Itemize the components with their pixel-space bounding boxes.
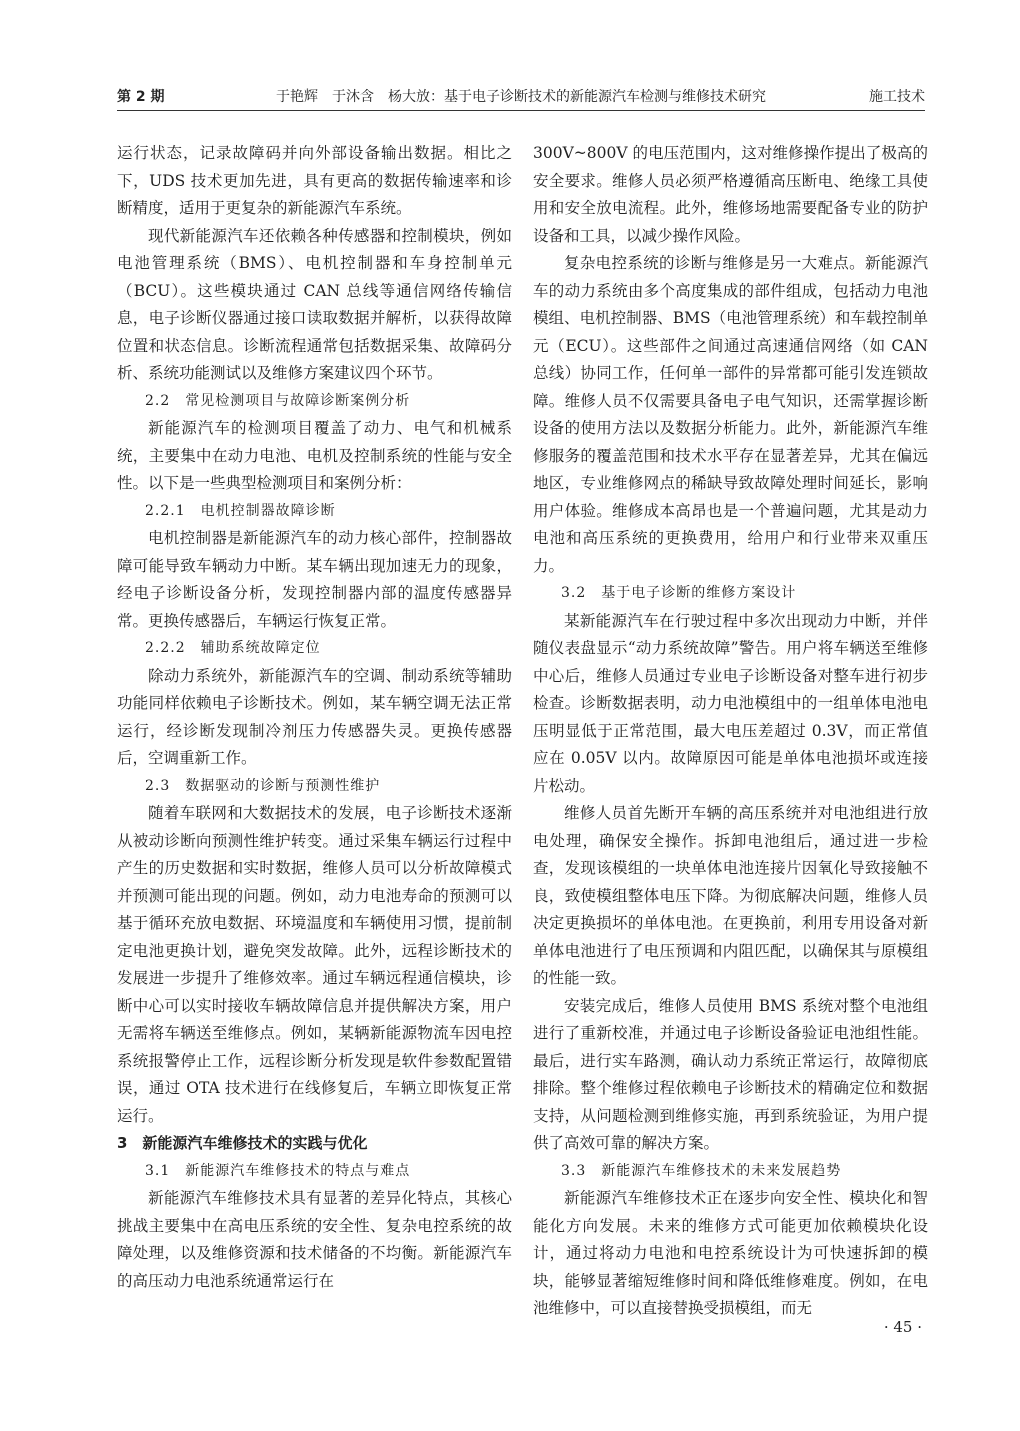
body-paragraph: 300V~800V 的电压范围内，这对维修操作提出了极高的安全要求。维修人员必须严格遵循高压断电、绝缘工具使用和安全放电流程。此外，维修场地需要配备专业的防护设备和工具，以减少操作风险。 bbox=[533, 144, 928, 245]
body-paragraph: 现代新能源汽车还依赖各种传感器和控制模块，例如电池管理系统（BMS）、电机控制器和车身控制单元（BCU）。这些模块通过 CAN 总线等通信网络传输信息，电子诊断仪器通过接口读取数据并解析，以获得故障位置和状态信息。诊断流程通常包括数据采集、故障码分析、系统功能测试以及维修方案建议四个环节。 bbox=[117, 226, 512, 382]
body-paragraph: 某新能源汽车在行驶过程中多次出现动力中断，并伴随仪表盘显示“动力系统故障”警告。用户将车辆送至维修中心后，维修人员通过专业电子诊断设备对整车进行初步检查。诊断数据表明，动力电池模组中的一组单体电池电压明显低于正常范围，最大电压差超过 0.3V，而正常值应在 0.05V 以内。故障原因可能是单体电池损坏或连接片松动。 bbox=[533, 611, 928, 795]
issue-number: 第 2 期 bbox=[117, 89, 165, 105]
subsection-heading: 3.3 新能源汽车维修技术的未来发展趋势 bbox=[561, 1162, 842, 1179]
page-number: · 45 · bbox=[883, 1318, 922, 1336]
subsection-heading: 2.2.1 电机控制器故障诊断 bbox=[145, 502, 336, 519]
body-paragraph: 新能源汽车维修技术正在逐步向安全性、模块化和智能化方向发展。未来的维修方式可能更加依赖模块化设计，通过将动力电池和电控系统设计为可快速拆卸的模块，能够显著缩短维修时间和降低维修难度。例如，在电池维修中，可以直接替换受损模组，而无 bbox=[533, 1189, 928, 1317]
journal-name: 施工技术 bbox=[869, 89, 925, 105]
authors-title: 于艳辉 于沐含 杨大放：基于电子诊断技术的新能源汽车检测与维修技术研究 bbox=[276, 89, 766, 105]
subsection-heading: 3.1 新能源汽车维修技术的特点与难点 bbox=[145, 1162, 411, 1179]
left-column bbox=[117, 140, 512, 1295]
right-column bbox=[533, 140, 928, 1323]
body-paragraph: 随着车联网和大数据技术的发展，电子诊断技术逐渐从被动诊断向预测性维护转变。通过采集车辆运行过程中产生的历史数据和实时数据，维修人员可以分析故障模式并预测可能出现的问题。例如，动力电池寿命的预测可以基于循环充放电数据、环境温度和车辆使用习惯，提前制定电池更换计划，避免突发故障。此外，远程诊断技术的发展进一步提升了维修效率。通过车辆远程通信模块，诊断中心可以实时接收车辆故障信息并提供解决方案，用户无需将车辆送至维修点。例如，某辆新能源物流车因电控系统报警停止工作，远程诊断分析发现是软件参数配置错误，通过 OTA 技术进行在线修复后，车辆立即恢复正常运行。 bbox=[117, 804, 512, 1125]
body-paragraph: 新能源汽车的检测项目覆盖了动力、电气和机械系统，主要集中在动力电池、电机及控制系统的性能与安全性。以下是一些典型检测项目和案例分析： bbox=[117, 419, 512, 492]
body-paragraph: 维修人员首先断开车辆的高压系统并对电池组进行放电处理，确保安全操作。拆卸电池组后，通过进一步检查，发现该模组的一块单体电池连接片因氧化导致接触不良，致使模组整体电压下降。为彻底解决问题，维修人员决定更换损坏的单体电池。在更换前，利用专用设备对新单体电池进行了电压预调和内阻匹配，以确保其与原模组的性能一致。 bbox=[533, 804, 928, 987]
subsection-heading: 3.2 基于电子诊断的维修方案设计 bbox=[561, 585, 797, 601]
body-paragraph: 复杂电控系统的诊断与维修是另一大难点。新能源汽车的动力系统由多个高度集成的部件组成，包括动力电池模组、电机控制器、BMS（电池管理系统）和车载控制单元（ECU）。这些部件之间通过高速通信网络（如 CAN 总线）协同工作，任何单一部件的异常都可能引发连锁故障。维修人员不仅需要具备电子电气知识，还需掌握诊断设备的使用方法以及数据分析能力。此外，新能源汽车维修服务的覆盖范围和技术水平存在显著差异，尤其在偏远地区，专业维修网点的稀缺导致故障处理时间延长，影响用户体验。维修成本高昂也是一个普遍问题，尤其是动力电池和高压系统的更换费用，给用户和行业带来双重压力。 bbox=[533, 254, 928, 575]
body-paragraph: 安装完成后，维修人员使用 BMS 系统对整个电池组进行了重新校准，并通过电子诊断设备验证电池组性能。最后，进行实车路测，确认动力系统正常运行，故障彻底排除。整个维修过程依赖电子诊断技术的精确定位和数据支持，从问题检测到维修实施，再到系统验证，为用户提供了高效可靠的解决方案。 bbox=[533, 996, 928, 1152]
subsection-heading: 2.3 数据驱动的诊断与预测性维护 bbox=[145, 777, 381, 794]
body-paragraph: 电机控制器是新能源汽车的动力核心部件，控制器故障可能导致车辆动力中断。某车辆出现加速无力的现象，经电子诊断设备分析，发现控制器内部的温度传感器异常。更换传感器后，车辆运行恢复正常。 bbox=[117, 529, 512, 630]
subsection-heading: 2.2 常见检测项目与故障诊断案例分析 bbox=[145, 392, 411, 409]
body-paragraph: 新能源汽车维修技术具有显著的差异化特点，其核心挑战主要集中在高电压系统的安全性、复杂电控系统的故障处理，以及维修资源和技术储备的不均衡。新能源汽车的高压动力电池系统通常运行在 bbox=[117, 1189, 512, 1290]
body-paragraph: 运行状态，记录故障码并向外部设备输出数据。相比之下，UDS 技术更加先进，具有更高的数据传输速率和诊断精度，适用于更复杂的新能源汽车系统。 bbox=[117, 144, 512, 217]
body-paragraph: 除动力系统外，新能源汽车的空调、制动系统等辅助功能同样依赖电子诊断技术。例如，某车辆空调无法正常运行，经诊断发现制冷剂压力传感器失灵。更换传感器后，空调重新工作。 bbox=[117, 666, 512, 767]
running-header bbox=[117, 80, 925, 111]
section-heading: 3 新能源汽车维修技术的实践与优化 bbox=[117, 1134, 368, 1152]
subsection-heading: 2.2.2 辅助系统故障定位 bbox=[145, 640, 321, 656]
